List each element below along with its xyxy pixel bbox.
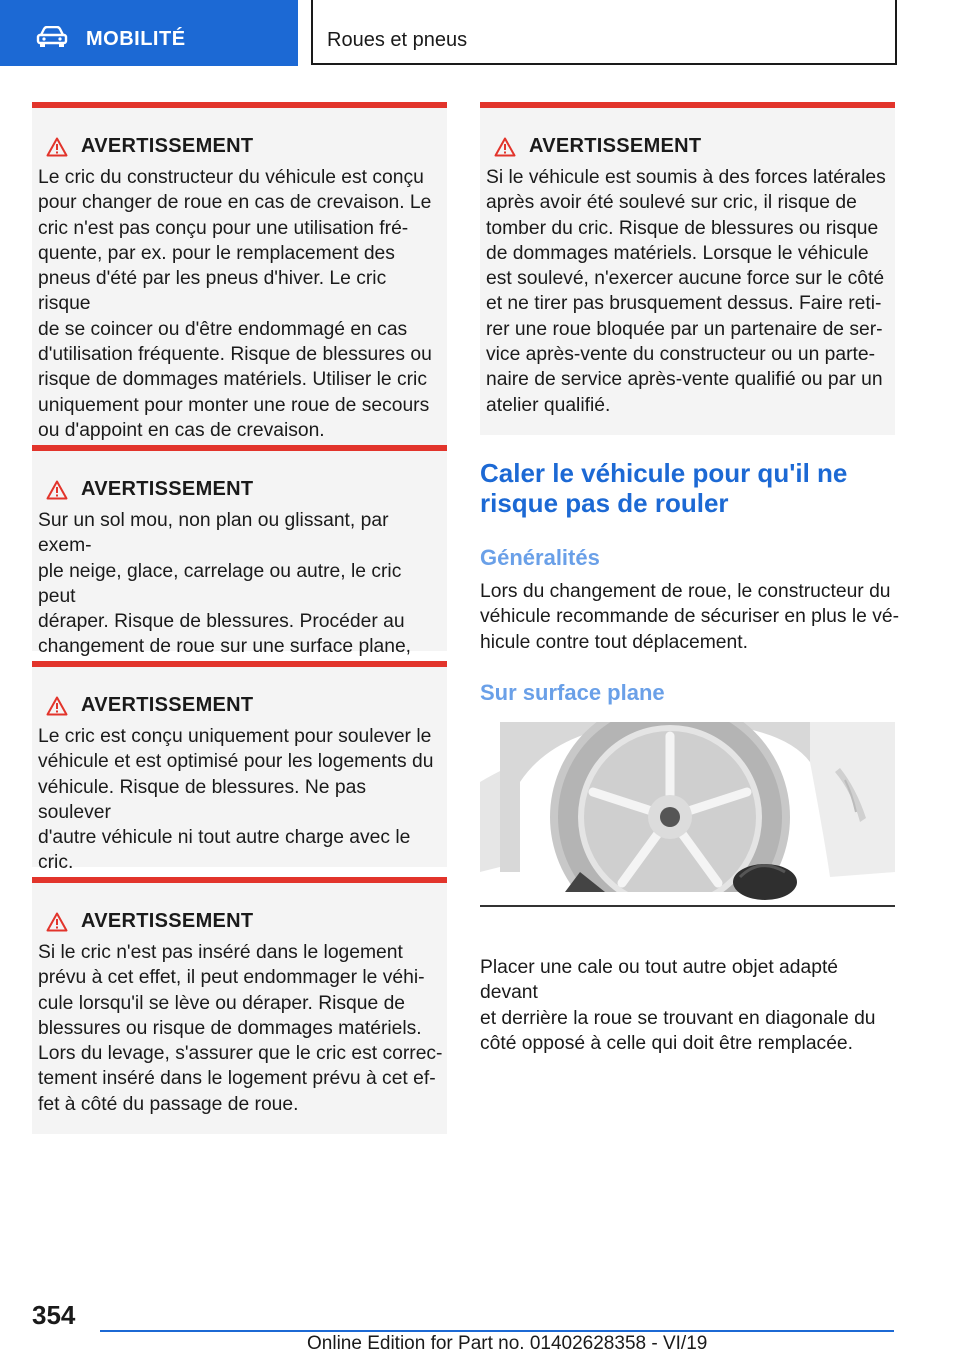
general-heading: Généralités xyxy=(480,545,600,570)
warning-header xyxy=(494,135,701,158)
warning-text: Le cric est conçu uniquement pour soulever le véhicule et est optimisé pour les logements du véhicule. Risque de blessures. Ne pas soulever d'autre véhicule ni tout autre charge avec le cric. xyxy=(38,726,434,874)
car-icon xyxy=(36,26,68,48)
warning-box xyxy=(32,877,447,1134)
warning-header xyxy=(46,910,253,933)
page-number: 354 xyxy=(32,1300,76,1330)
warning-box xyxy=(32,661,447,874)
warning-triangle-icon xyxy=(46,137,68,157)
warning-triangle-icon xyxy=(46,912,68,932)
warning-triangle-icon xyxy=(46,480,68,500)
section-title: Caler le véhicule pour qu'il ne risque pas de rouler xyxy=(480,458,848,518)
section-tab[interactable] xyxy=(0,0,298,66)
general-text: Lors du changement de roue, le constructeur du véhicule recommande de sécuriser en plus le vé‐ hicule contre tout déplacement. xyxy=(480,581,900,653)
warning-title: AVERTISSEMENT xyxy=(81,478,254,500)
wheel-illustration xyxy=(480,722,895,905)
flat-surface-text: Placer une cale ou tout autre objet adapté devant et derrière la roue se trouvant en diagonale du côté opposé à celle qui doit être remplacée. xyxy=(480,957,876,1054)
footer-divider xyxy=(100,1330,894,1332)
warning-text: Sur un sol mou, non plan ou glissant, par exem‐ ple neige, glace, carrelage ou autre, le cric peut déraper. Risque de blessures. Procéder au changement de roue sur une surface plane, xyxy=(38,510,412,658)
warning-box xyxy=(32,445,447,658)
warning-text: Le cric du constructeur du véhicule est conçu pour changer de roue en cas de crevaison. Le cric n'est pas conçu pour une utilisation fré‐ quente, par ex. pour le remplacement des pneus d'été par les pneus d'hiver. Le cric risque de se coincer ou d'être endommagé en cas d'utilisation fréquente. Risque de blessures ou risque de dommages matériels. Utiliser le cric uniquement pour monter une roue de secours ou d'appoint en cas de crevaison. xyxy=(38,167,432,441)
chapter-title: Roues et pneus xyxy=(327,29,468,51)
warning-triangle-icon xyxy=(494,137,516,157)
chapter-header xyxy=(311,0,897,65)
figure-divider xyxy=(480,905,895,907)
warning-header xyxy=(46,694,253,717)
warning-title: AVERTISSEMENT xyxy=(529,135,702,157)
warning-triangle-icon xyxy=(46,696,68,716)
warning-title: AVERTISSEMENT xyxy=(81,910,254,932)
warning-text: Si le cric n'est pas inséré dans le logement prévu à cet effet, il peut endommager le véhi‐ cule lorsqu'il se lève ou déraper. Risque de blessures ou risque de dommages matériels. Lors du levage, s'assurer que le cric est correc‐ tement inséré dans le logement prévu à cet ef‐ fet à côté du passage de roue. xyxy=(38,942,443,1115)
warning-box xyxy=(32,102,447,446)
warning-header xyxy=(46,478,253,501)
wheel-chock-illustration xyxy=(480,722,895,905)
section-label: MOBILITÉ xyxy=(86,28,186,50)
flat-surface-heading: Sur surface plane xyxy=(480,680,665,705)
warning-header xyxy=(46,135,253,158)
warning-box xyxy=(480,102,895,435)
warning-text: Si le véhicule est soumis à des forces latérales après avoir été soulevé sur cric, il risque de tomber du cric. Risque de blessures ou risque de dommages matériels. Lorsque le véhicule est soulevé, n'exercer aucune force sur le côté et ne tirer pas brusquement dessus. Faire reti‐ rer une roue bloquée par un partenaire de ser‐ vice après-vente du constructeur ou un parte‐ naire de service après-vente qualifié ou par un atelier qualifié. xyxy=(486,167,886,416)
warning-title: AVERTISSEMENT xyxy=(81,694,254,716)
footer-edition: Online Edition for Part no. 01402628358 - VI/19 xyxy=(307,1333,708,1354)
warning-title: AVERTISSEMENT xyxy=(81,135,254,157)
